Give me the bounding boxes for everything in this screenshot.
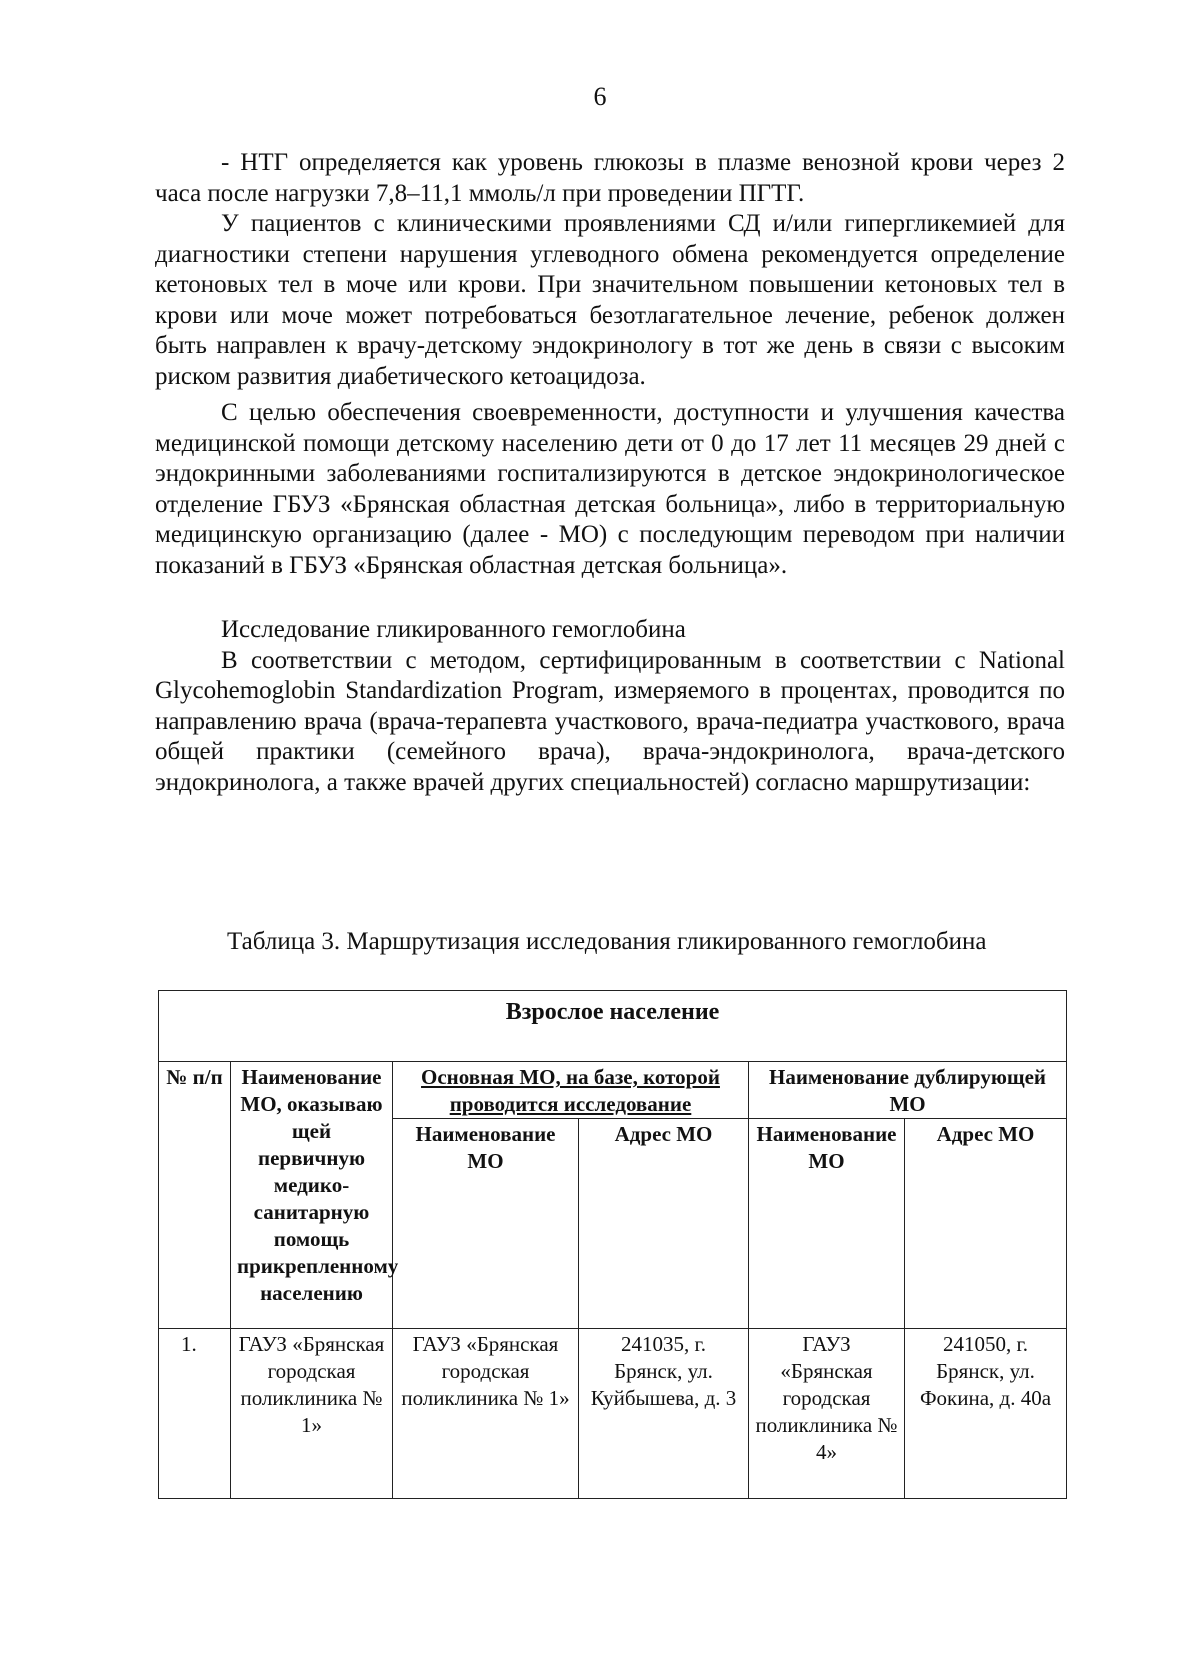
row-number: 1. — [159, 1329, 231, 1499]
header-main-mo-name: Наименование МО — [393, 1119, 579, 1329]
row-primary-mo: ГАУЗ «Брянская городская поликлиника № 1» — [231, 1329, 393, 1499]
row-dup-mo-address: 241050, г. Брянск, ул. Фокина, д. 40а — [905, 1329, 1067, 1499]
paragraph-ketone: У пациентов с клиническими проявлениями СД и/или гипергликемией для диагностики степени нарушения углеводного обмена рекомендуется определение кетоновых тел в моче или крови. При значительном повышении кетоновых тел в крови или моче может потребоваться безотлагательное лечение, ребенок должен быть направлен к врачу-детскому эндокринологу в тот же день в связи с высоким риском развития диабетического кетоацидоза. — [155, 210, 1065, 390]
paragraph-hba1c: В соответствии с методом, сертифицированным в соответствии с National Glycohemoglobin Standardization Program, измеряемого в процентах, проводится по направлению врача (врача-терапевта участкового, врача-педиатра участкового, врача общей практики (семейного врача), врача-эндокринолога, врача-детского эндокринолога, а также врачей других специальностей) согласно маршрутизации: — [155, 646, 1065, 796]
row-main-mo-name: ГАУЗ «Брянская городская поликлиника № 1» — [393, 1329, 579, 1499]
paragraph-ntg: - НТГ определяется как уровень глюкозы в плазме венозной крови через 2 часа после нагрузки 7,8–11,1 ммоль/л при проведении ПГТГ. — [155, 149, 1065, 207]
row-main-mo-address: 241035, г. Брянск, ул. Куйбышева, д. 3 — [579, 1329, 749, 1499]
header-dup-mo-address: Адрес МО — [905, 1119, 1067, 1329]
page-number: 6 — [593, 82, 607, 111]
table-title: Взрослое население — [159, 991, 1067, 1062]
document-body — [155, 148, 1065, 798]
header-main-mo-address: Адрес МО — [579, 1119, 749, 1329]
header-main-mo-text: Основная МО, на базе, которой проводится исследование — [421, 1065, 720, 1116]
header-dup-mo-name: Наименование МО — [749, 1119, 905, 1329]
header-number: № п/п — [159, 1062, 231, 1329]
table-caption: Таблица 3. Маршрутизация исследования гликированного гемоглобина — [227, 928, 987, 955]
paragraph-hospitalization: С целью обеспечения своевременности, доступности и улучшения качества медицинской помощи детскому населению дети от 0 до 17 лет 11 месяцев 29 дней с эндокринными заболеваниями госпитализируются в детское эндокринологическое отделение ГБУЗ «Брянская областная детская больница», либо в территориальную медицинскую организацию (далее - МО) с последующим переводом при наличии показаний в ГБУЗ «Брянская областная детская больница». — [155, 399, 1065, 579]
section-heading: Исследование гликированного гемоглобина — [221, 616, 686, 643]
table-row — [159, 1329, 1067, 1499]
header-main-mo — [393, 1062, 749, 1119]
header-duplicate-mo: Наименование дублирующей МО — [749, 1062, 1067, 1119]
header-primary-mo: Наименование МО, оказываю щей первичную медико-санитарную помощь прикрепленному населению — [231, 1062, 393, 1329]
routing-table — [158, 990, 1067, 1499]
row-dup-mo-name: ГАУЗ «Брянская городская поликлиника № 4» — [749, 1329, 905, 1499]
